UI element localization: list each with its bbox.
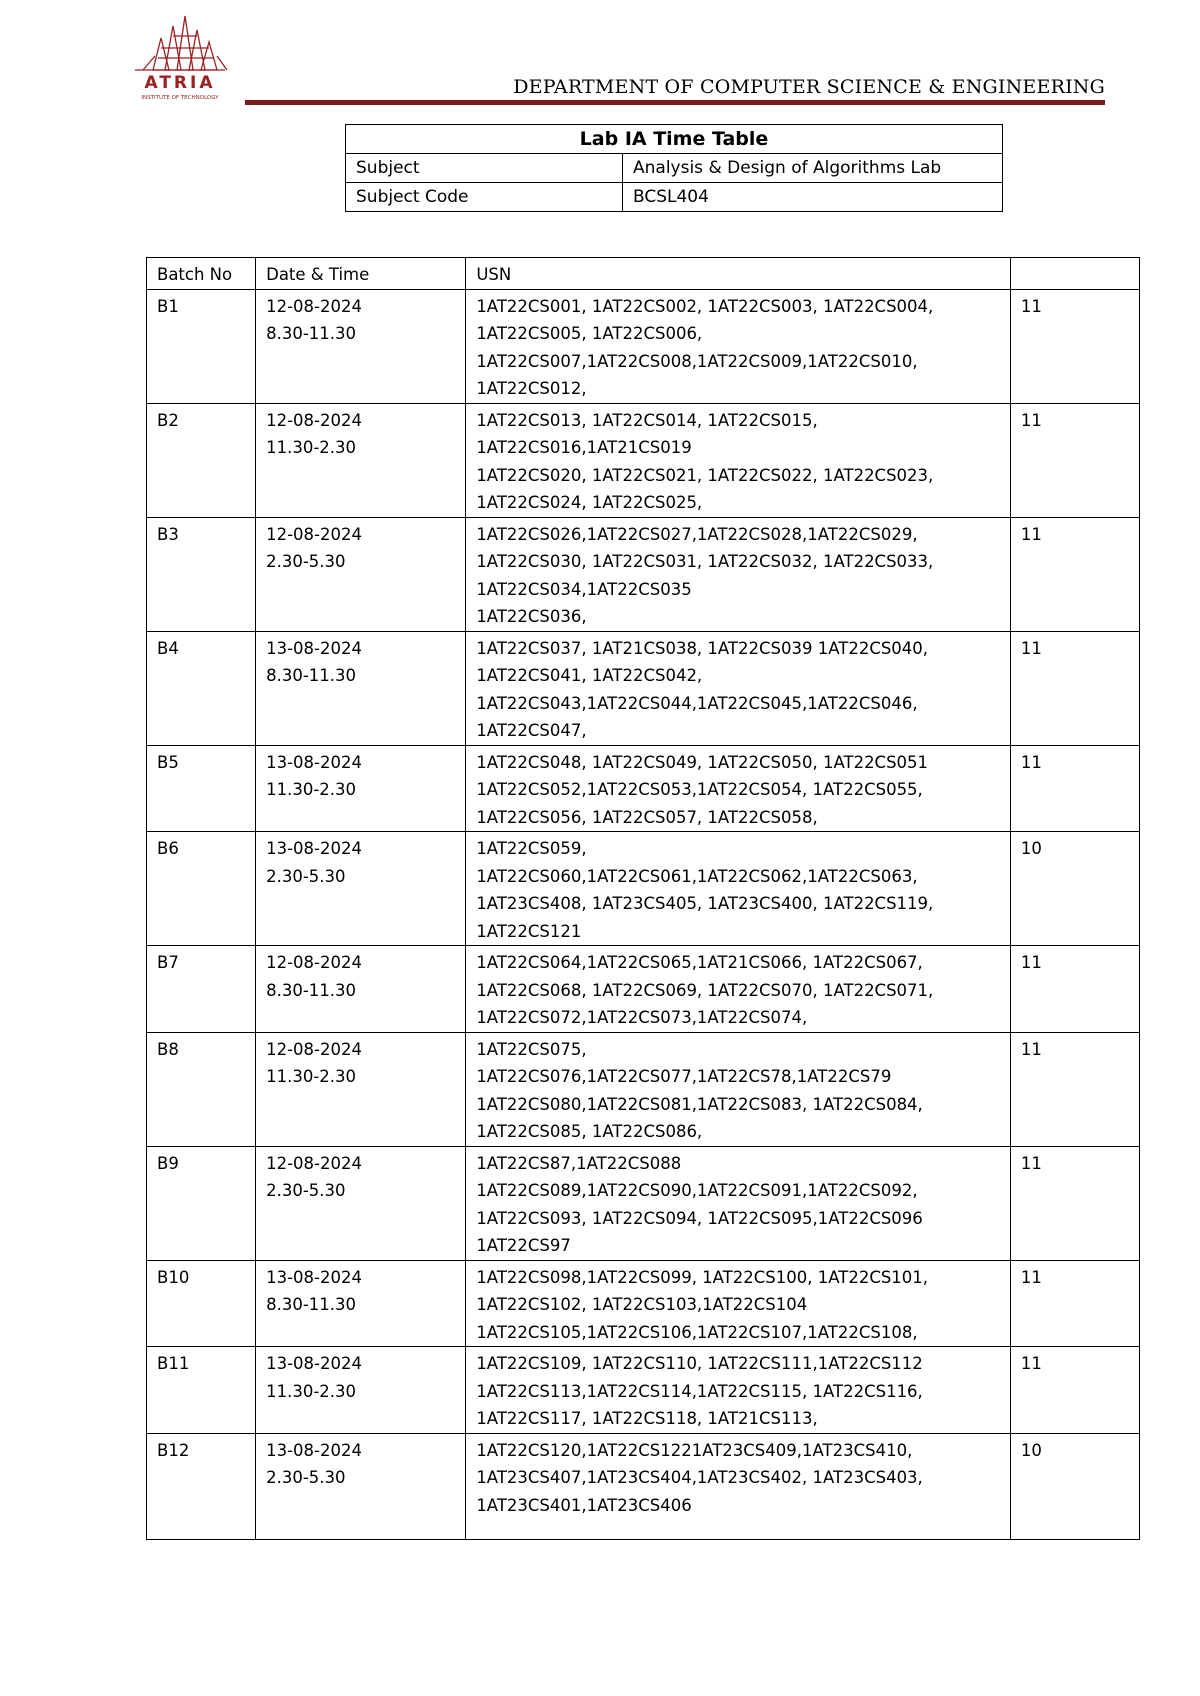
subject-info-table <box>345 124 1003 212</box>
usn-line: 1AT22CS048, 1AT22CS049, 1AT22CS050, 1AT22CS051 <box>476 752 929 772</box>
header-batch-no: Batch No <box>147 258 256 290</box>
table-row <box>147 832 1140 946</box>
student-count-cell: 10 <box>1010 832 1139 946</box>
usn-line: 1AT22CS043,1AT22CS044,1AT22CS045,1AT22CS046, <box>476 693 918 713</box>
usn-line: 1AT22CS005, 1AT22CS006, <box>476 324 703 343</box>
date-time-cell <box>256 1433 466 1539</box>
institute-logo <box>125 8 235 103</box>
exam-time: 2.30-5.30 <box>266 1468 346 1487</box>
usn-line: 1AT22CS97 <box>476 1236 571 1255</box>
batch-cell: B8 <box>147 1032 256 1146</box>
usn-line: 1AT22CS076,1AT22CS077,1AT22CS78,1AT22CS79 <box>476 1067 892 1086</box>
usn-line: 1AT22CS001, 1AT22CS002, 1AT22CS003, 1AT22CS004, <box>476 296 934 316</box>
usn-line: 1AT22CS102, 1AT22CS103,1AT22CS104 <box>476 1295 808 1314</box>
table-row <box>147 403 1140 517</box>
usn-line: 1AT22CS072,1AT22CS073,1AT22CS074, <box>476 1008 808 1027</box>
usn-line: 1AT22CS047, <box>476 721 587 740</box>
exam-time: 2.30-5.30 <box>266 1181 346 1200</box>
table-row <box>147 946 1140 1033</box>
table-row <box>147 631 1140 745</box>
usn-cell <box>466 1347 1011 1434</box>
usn-line: 1AT22CS87,1AT22CS088 <box>476 1153 682 1173</box>
usn-line: 1AT23CS407,1AT23CS404,1AT23CS402, 1AT23CS403, <box>476 1468 923 1487</box>
student-count-cell: 11 <box>1010 1347 1139 1434</box>
usn-line: 1AT22CS075, <box>476 1039 587 1059</box>
student-count-cell: 11 <box>1010 1146 1139 1260</box>
usn-line: 1AT22CS105,1AT22CS106,1AT22CS107,1AT22CS108, <box>476 1322 918 1342</box>
exam-date: 13-08-2024 <box>266 839 362 858</box>
student-count-cell: 11 <box>1010 946 1139 1033</box>
usn-line: 1AT22CS120,1AT22CS1221AT23CS409,1AT23CS410, <box>476 1440 913 1460</box>
exam-date: 12-08-2024 <box>266 410 362 430</box>
batch-cell: B11 <box>147 1347 256 1434</box>
student-count-cell: 11 <box>1010 289 1139 403</box>
usn-line: 1AT22CS024, 1AT22CS025, <box>476 493 703 512</box>
exam-date: 12-08-2024 <box>266 1039 362 1059</box>
usn-line: 1AT22CS034,1AT22CS035 <box>476 579 692 599</box>
date-time-cell <box>256 631 466 745</box>
svg-text:ATRIA: ATRIA <box>144 73 216 93</box>
usn-line: 1AT22CS085, 1AT22CS086, <box>476 1122 703 1141</box>
date-time-cell <box>256 517 466 631</box>
table-row <box>147 1032 1140 1146</box>
student-count-cell: 10 <box>1010 1433 1139 1539</box>
usn-line: 1AT22CS080,1AT22CS081,1AT22CS083, 1AT22CS084, <box>476 1094 923 1114</box>
exam-time: 11.30-2.30 <box>266 438 357 457</box>
exam-time: 8.30-11.30 <box>266 666 357 685</box>
usn-cell <box>466 946 1011 1033</box>
usn-line: 1AT22CS041, 1AT22CS042, <box>476 666 703 685</box>
usn-line: 1AT22CS020, 1AT22CS021, 1AT22CS022, 1AT22CS023, <box>476 465 934 485</box>
header-date-time: Date & Time <box>256 258 466 290</box>
usn-line: 1AT22CS030, 1AT22CS031, 1AT22CS032, 1AT22CS033, <box>476 552 934 571</box>
usn-line: 1AT22CS013, 1AT22CS014, 1AT22CS015, <box>476 410 818 430</box>
student-count-cell: 11 <box>1010 403 1139 517</box>
subject-code-value: BCSL404 <box>623 183 1003 212</box>
usn-line: 1AT22CS098,1AT22CS099, 1AT22CS100, 1AT22CS101, <box>476 1267 929 1287</box>
batch-cell: B12 <box>147 1433 256 1539</box>
batch-cell: B1 <box>147 289 256 403</box>
usn-cell <box>466 1146 1011 1260</box>
table-row <box>147 745 1140 832</box>
batch-cell: B10 <box>147 1260 256 1347</box>
usn-cell <box>466 631 1011 745</box>
usn-line: 1AT22CS037, 1AT21CS038, 1AT22CS039 1AT22CS040, <box>476 638 929 658</box>
table-row <box>147 1347 1140 1434</box>
department-title: DEPARTMENT OF COMPUTER SCIENCE & ENGINEERING <box>513 76 1105 98</box>
header-usn: USN <box>466 258 1011 290</box>
timetable-title: Lab IA Time Table <box>346 125 1003 154</box>
exam-date: 13-08-2024 <box>266 752 362 772</box>
date-time-cell <box>256 403 466 517</box>
usn-cell <box>466 1260 1011 1347</box>
usn-line: 1AT22CS056, 1AT22CS057, 1AT22CS058, <box>476 807 818 827</box>
usn-cell <box>466 403 1011 517</box>
date-time-cell <box>256 832 466 946</box>
usn-line: 1AT22CS089,1AT22CS090,1AT22CS091,1AT22CS092, <box>476 1181 918 1200</box>
usn-line: 1AT22CS117, 1AT22CS118, 1AT21CS113, <box>476 1409 818 1428</box>
batch-cell: B4 <box>147 631 256 745</box>
table-row <box>147 1260 1140 1347</box>
usn-line: 1AT22CS093, 1AT22CS094, 1AT22CS095,1AT22CS096 <box>476 1208 923 1228</box>
usn-line: 1AT22CS052,1AT22CS053,1AT22CS054, 1AT22CS055, <box>476 780 923 799</box>
subject-code-label: Subject Code <box>346 183 623 212</box>
usn-cell <box>466 1032 1011 1146</box>
exam-time: 8.30-11.30 <box>266 980 357 1000</box>
exam-date: 13-08-2024 <box>266 1267 362 1287</box>
batch-cell: B5 <box>147 745 256 832</box>
usn-line: 1AT22CS012, <box>476 379 587 398</box>
student-count-cell: 11 <box>1010 631 1139 745</box>
exam-date: 12-08-2024 <box>266 953 362 972</box>
exam-date: 13-08-2024 <box>266 1440 362 1460</box>
student-count-cell: 11 <box>1010 517 1139 631</box>
usn-line: 1AT23CS408, 1AT23CS405, 1AT23CS400, 1AT22CS119, <box>476 894 934 913</box>
subject-label: Subject <box>346 154 623 183</box>
exam-time: 8.30-11.30 <box>266 324 357 343</box>
exam-date: 12-08-2024 <box>266 524 362 544</box>
usn-cell <box>466 1433 1011 1539</box>
exam-date: 12-08-2024 <box>266 296 362 316</box>
usn-cell <box>466 289 1011 403</box>
exam-time: 2.30-5.30 <box>266 866 346 886</box>
exam-time: 2.30-5.30 <box>266 552 346 571</box>
batch-cell: B3 <box>147 517 256 631</box>
usn-line: 1AT22CS016,1AT21CS019 <box>476 438 692 457</box>
exam-time: 11.30-2.30 <box>266 1381 357 1401</box>
date-time-cell <box>256 946 466 1033</box>
usn-line: 1AT22CS026,1AT22CS027,1AT22CS028,1AT22CS029, <box>476 524 918 544</box>
student-count-cell: 11 <box>1010 1260 1139 1347</box>
usn-line: 1AT22CS121 <box>476 921 582 941</box>
usn-cell <box>466 517 1011 631</box>
usn-line: 1AT22CS109, 1AT22CS110, 1AT22CS111,1AT22CS112 <box>476 1354 923 1373</box>
usn-line: 1AT22CS059, <box>476 839 587 858</box>
exam-time: 8.30-11.30 <box>266 1295 357 1314</box>
logo-building-icon <box>125 8 235 103</box>
batch-cell: B9 <box>147 1146 256 1260</box>
usn-line: 1AT22CS007,1AT22CS008,1AT22CS009,1AT22CS010, <box>476 351 918 371</box>
date-time-cell <box>256 1347 466 1434</box>
usn-line: 1AT22CS064,1AT22CS065,1AT21CS066, 1AT22CS067, <box>476 953 923 972</box>
batch-cell: B7 <box>147 946 256 1033</box>
svg-text:INSTITUTE OF TECHNOLOGY: INSTITUTE OF TECHNOLOGY <box>141 95 219 101</box>
usn-cell <box>466 745 1011 832</box>
date-time-cell <box>256 1032 466 1146</box>
usn-line: 1AT22CS060,1AT22CS061,1AT22CS062,1AT22CS063, <box>476 866 918 886</box>
usn-line: 1AT22CS036, <box>476 607 587 626</box>
usn-line: 1AT23CS401,1AT23CS406 <box>476 1495 692 1515</box>
date-time-cell <box>256 289 466 403</box>
header-divider <box>245 100 1105 105</box>
date-time-cell <box>256 745 466 832</box>
student-count-cell: 11 <box>1010 1032 1139 1146</box>
date-time-cell <box>256 1260 466 1347</box>
table-row <box>147 517 1140 631</box>
batch-cell: B2 <box>147 403 256 517</box>
table-row <box>147 289 1140 403</box>
date-time-cell <box>256 1146 466 1260</box>
header-count <box>1010 258 1139 290</box>
exam-date: 13-08-2024 <box>266 1354 362 1373</box>
exam-date: 13-08-2024 <box>266 638 362 658</box>
exam-date: 12-08-2024 <box>266 1153 362 1173</box>
exam-time: 11.30-2.30 <box>266 780 357 799</box>
usn-line: 1AT22CS113,1AT22CS114,1AT22CS115, 1AT22CS116, <box>476 1381 923 1401</box>
table-header-row <box>147 258 1140 290</box>
table-row <box>147 1433 1140 1539</box>
exam-time: 11.30-2.30 <box>266 1067 357 1086</box>
student-count-cell: 11 <box>1010 745 1139 832</box>
batch-cell: B6 <box>147 832 256 946</box>
usn-cell <box>466 832 1011 946</box>
batch-schedule-table <box>146 257 1140 1540</box>
table-row <box>147 1146 1140 1260</box>
usn-line: 1AT22CS068, 1AT22CS069, 1AT22CS070, 1AT22CS071, <box>476 980 934 1000</box>
subject-value: Analysis & Design of Algorithms Lab <box>623 154 1003 183</box>
